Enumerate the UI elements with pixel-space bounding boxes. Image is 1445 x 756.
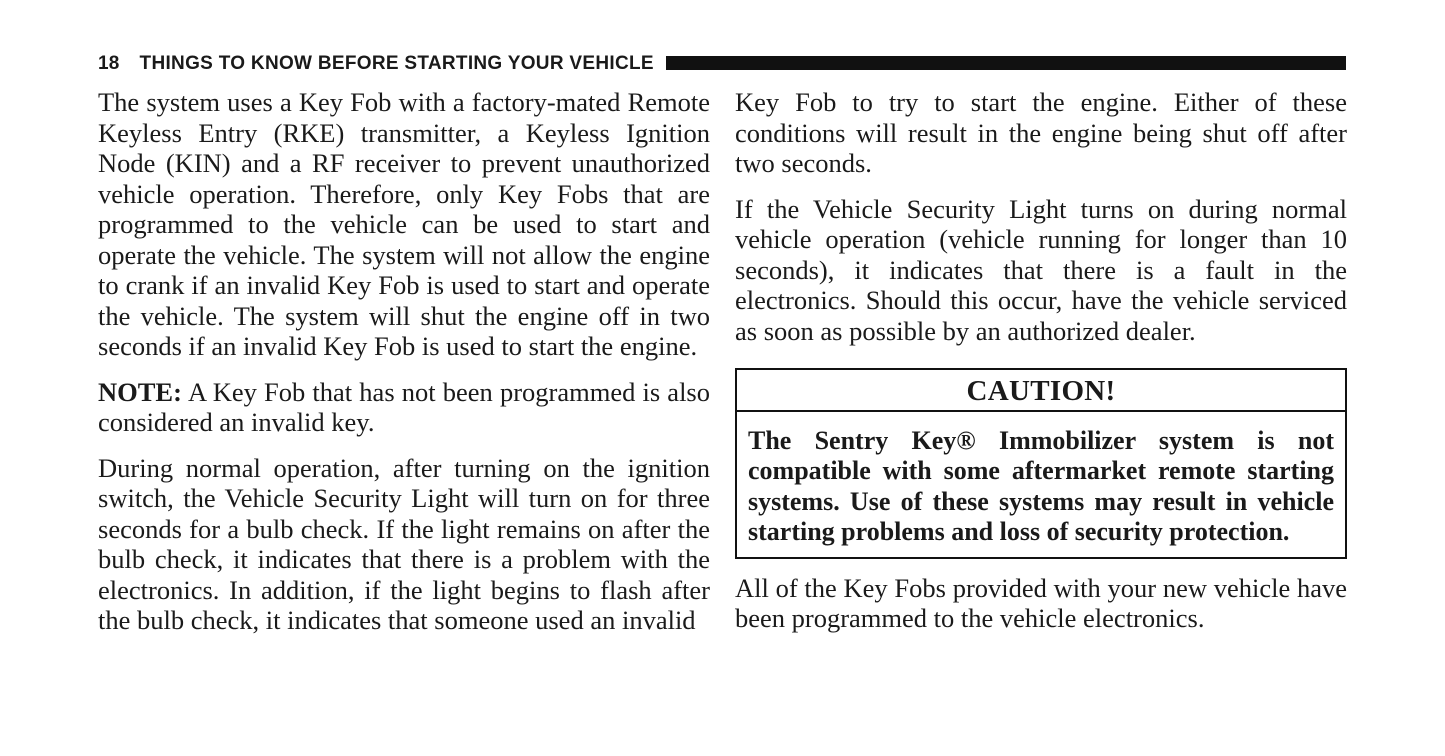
- page-header: [98, 52, 1346, 76]
- header-rule: [666, 56, 1346, 70]
- right-column: [735, 87, 1347, 649]
- fault-paragraph: If the Vehicle Security Light turns on during normal vehicle operation (vehicle running for longer than 10 seconds), it indicates that there is a fault in the electronics. Should this occur, have the vehicle serviced as soon as possible by an authorized dealer.: [735, 193, 1347, 346]
- caution-text: The Sentry Key® Immobilizer system is not compatible with some aftermarket remote starting systems. Use of these systems may result in vehicle starting problems and loss of security protection.: [748, 425, 1334, 546]
- caution-box: [735, 368, 1347, 559]
- intro-paragraph: The system uses a Key Fob with a factory-mated Remote Keyless Entry (RKE) transmitter, a Keyless Ignition Node (KIN) and a RF receiver to prevent unauthorized vehicle operation. Therefore, only Key Fobs that are programmed to the vehicle can be used to start and operate the vehicle. The system will not allow the engine to crank if an invalid Key Fob is used to start and operate the vehicle. The system will shut the engine off in two seconds if an invalid Key Fob is used to start the engine.: [98, 87, 710, 361]
- key-fobs-paragraph: All of the Key Fobs provided with your new vehicle have been programmed to the vehicle electronics.: [735, 572, 1347, 633]
- note-label: NOTE:: [98, 376, 182, 407]
- continuation-paragraph: Key Fob to try to start the engine. Either of these conditions will result in the engine being shut off after two seconds.: [735, 87, 1347, 178]
- section-title: THINGS TO KNOW BEFORE STARTING YOUR VEHICLE: [139, 53, 654, 74]
- security-light-paragraph: During normal operation, after turning on the ignition switch, the Vehicle Security Light will turn on for three seconds for a bulb check. If the light remains on after the bulb check, it indicates that there is a problem with the electronics. In addition, if the light begins to flash after the bulb check, it indicates that someone used an invalid: [98, 452, 710, 635]
- note-paragraph: [98, 377, 710, 438]
- page-number: 18: [98, 53, 120, 74]
- note-text: A Key Fob that has not been programmed is also considered an invalid key.: [98, 376, 710, 437]
- left-column: [98, 87, 710, 651]
- caution-title: CAUTION!: [737, 370, 1345, 412]
